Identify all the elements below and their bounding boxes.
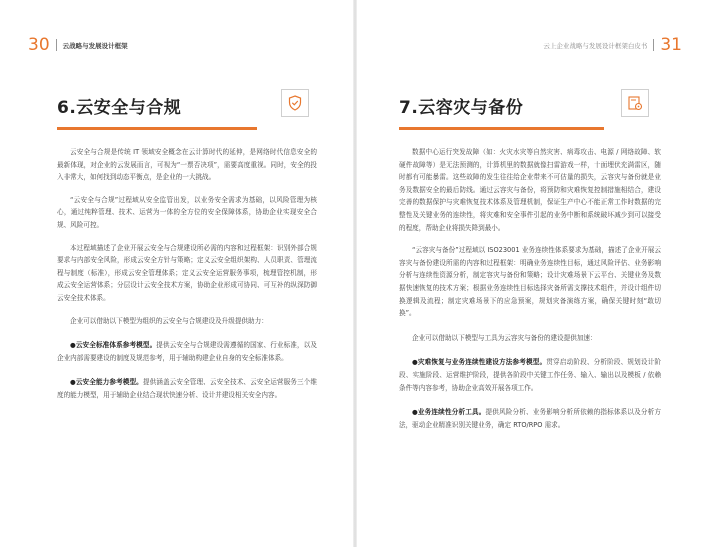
paragraph: 企业可以借助以下模型为组织的云安全与合规建设及升级提供助力： xyxy=(70,316,268,325)
bullet-lead: ●云安全能力参考模型。 xyxy=(70,378,143,387)
bullet-paragraph xyxy=(399,406,661,431)
paragraph: 本过程域描述了企业开展云安全与合规建设所必需的内容和过程框架：识别外部合规要求与内部安全风险，形成云安全方针与策略；定义云安全组织架构、人员职责、管理流程与制度（标准），形成云安全管理体系；定义云安全运营服务事项，梳理管控机制，形成云安全运营体系；分层设计云安全技术方案，协助企业形成可协同、可互补的纵深防御云安全技术体系。 xyxy=(57,243,317,302)
right-page xyxy=(355,0,710,547)
bullet-text: 提供风险分析、业务影响分析所依赖的指标体系以及分析方法，驱动企业精准识别关键业务，确定 RTO/RPO 需求。 xyxy=(399,408,661,429)
right-page-number: 31 xyxy=(660,35,682,55)
paragraph: 数据中心运行突发故障（如：火灾水灾等自然灾害、病毒攻击、电源 / 网络故障、软硬件故障等）是无法预测的，计算机里的数据就像扫雷游戏一样，十面埋伏充满雷区，随时都有可能暴雷。这些故障的发生往往给企业带来不可估量的损失，云容灾与备份就是业务及数据安全的最后防线。通过云容灾与备份，将预防和灾难恢复控制措施相结合，建设完善的数据保护与灾难恢复技术体系及管理机制，保证生产中心不能正常工作时数据的完整性及关键业务的连续性，将灾难和安全事件引起的业务中断和系统破坏减少到可以接受的程度，帮助企业将损失降到最小。 xyxy=(399,148,661,232)
right-body-text xyxy=(399,146,661,441)
right-header-text: 云上企业战略与发展设计框架白皮书 xyxy=(543,41,648,50)
section-title-security: 6.云安全与合规 xyxy=(57,98,182,118)
bullet-paragraph xyxy=(57,339,317,364)
title-underline xyxy=(399,127,604,130)
backup-settings-icon xyxy=(621,89,649,117)
header-divider xyxy=(653,39,654,51)
bullet-text: 提供云安全与合规建设需遵循的国家、行业标准，以及企业内部需要建设的制度及规范参考，用于辅助构建企业自身的安全标准体系。 xyxy=(57,341,317,362)
paragraph: 企业可以借助以下模型与工具为云容灾与备份的建设提供加速： xyxy=(412,333,597,342)
header-divider xyxy=(56,39,57,51)
book-gutter xyxy=(353,0,357,547)
bullet-text: 提供涵盖云安全管理、云安全技术、云安全运营服务三个维度的能力模型，用于辅助企业结合现状快速分析、设计并建设相关安全内容。 xyxy=(57,378,317,399)
right-page-header xyxy=(543,36,682,54)
bullet-lead: ●灾难恢复与业务连续性建设方法参考模型。 xyxy=(412,358,547,367)
shield-check-icon xyxy=(281,89,309,117)
bullet-paragraph xyxy=(399,356,661,394)
bullet-text: 贯穿启动阶段、分析阶段、规划设计阶段、实施阶段、运营维护阶段，提供各阶段中关键工作任务、输入、输出以及模板 / 依赖条件等内容参考，协助企业高效开展各项工作。 xyxy=(399,358,661,392)
bullet-lead: ●云安全标准体系参考模型。 xyxy=(70,341,157,350)
left-page-number: 30 xyxy=(28,35,50,55)
section-title-disaster-recovery: 7.云容灾与备份 xyxy=(399,98,524,118)
paragraph: 云安全与合规是传统 IT 领域安全概念在云计算时代的延伸，是网络时代信息安全的最新体现，对企业的云发展而言，可视为“一票否决项”，需要高度重视。同时，安全的投入非常大，如何找到动态平衡点，是企业的一大挑战。 xyxy=(57,148,317,182)
left-title-block xyxy=(57,96,307,134)
left-header-text: 云战略与发展设计框架 xyxy=(62,41,128,50)
title-underline xyxy=(57,127,257,130)
left-page-header xyxy=(28,36,128,54)
bullet-paragraph xyxy=(57,376,317,401)
bullet-lead: ●业务连续性分析工具。 xyxy=(412,408,486,417)
paragraph: “云容灾与备份”过程域以 ISO23001 业务连续性体系要求为基础，描述了企业开展云容灾与备份建设所需的内容和过程框架：明确业务连续性目标，通过风险评估、业务影响分析与连续性资源分析，制定容灾与备份和策略；设计灾难场景下云平台、关键业务及数据快速恢复的技术方案；根据业务连续性目标选择灾备所需支撑技术组件，并设计组件切换逻辑及流程；制定灾难场景下的应急预案，规划灾备演练方案，确保关键时刻“敢切换”。 xyxy=(399,246,661,318)
paragraph: “云安全与合规”过程域从安全监管出发，以业务安全需求为基础，以风险管理为核心，通过纯粹管理、技术、运营为一体的全方位的安全保障体系，协助企业实现安全合规、风险可控。 xyxy=(57,195,317,229)
left-body-text xyxy=(57,146,317,412)
